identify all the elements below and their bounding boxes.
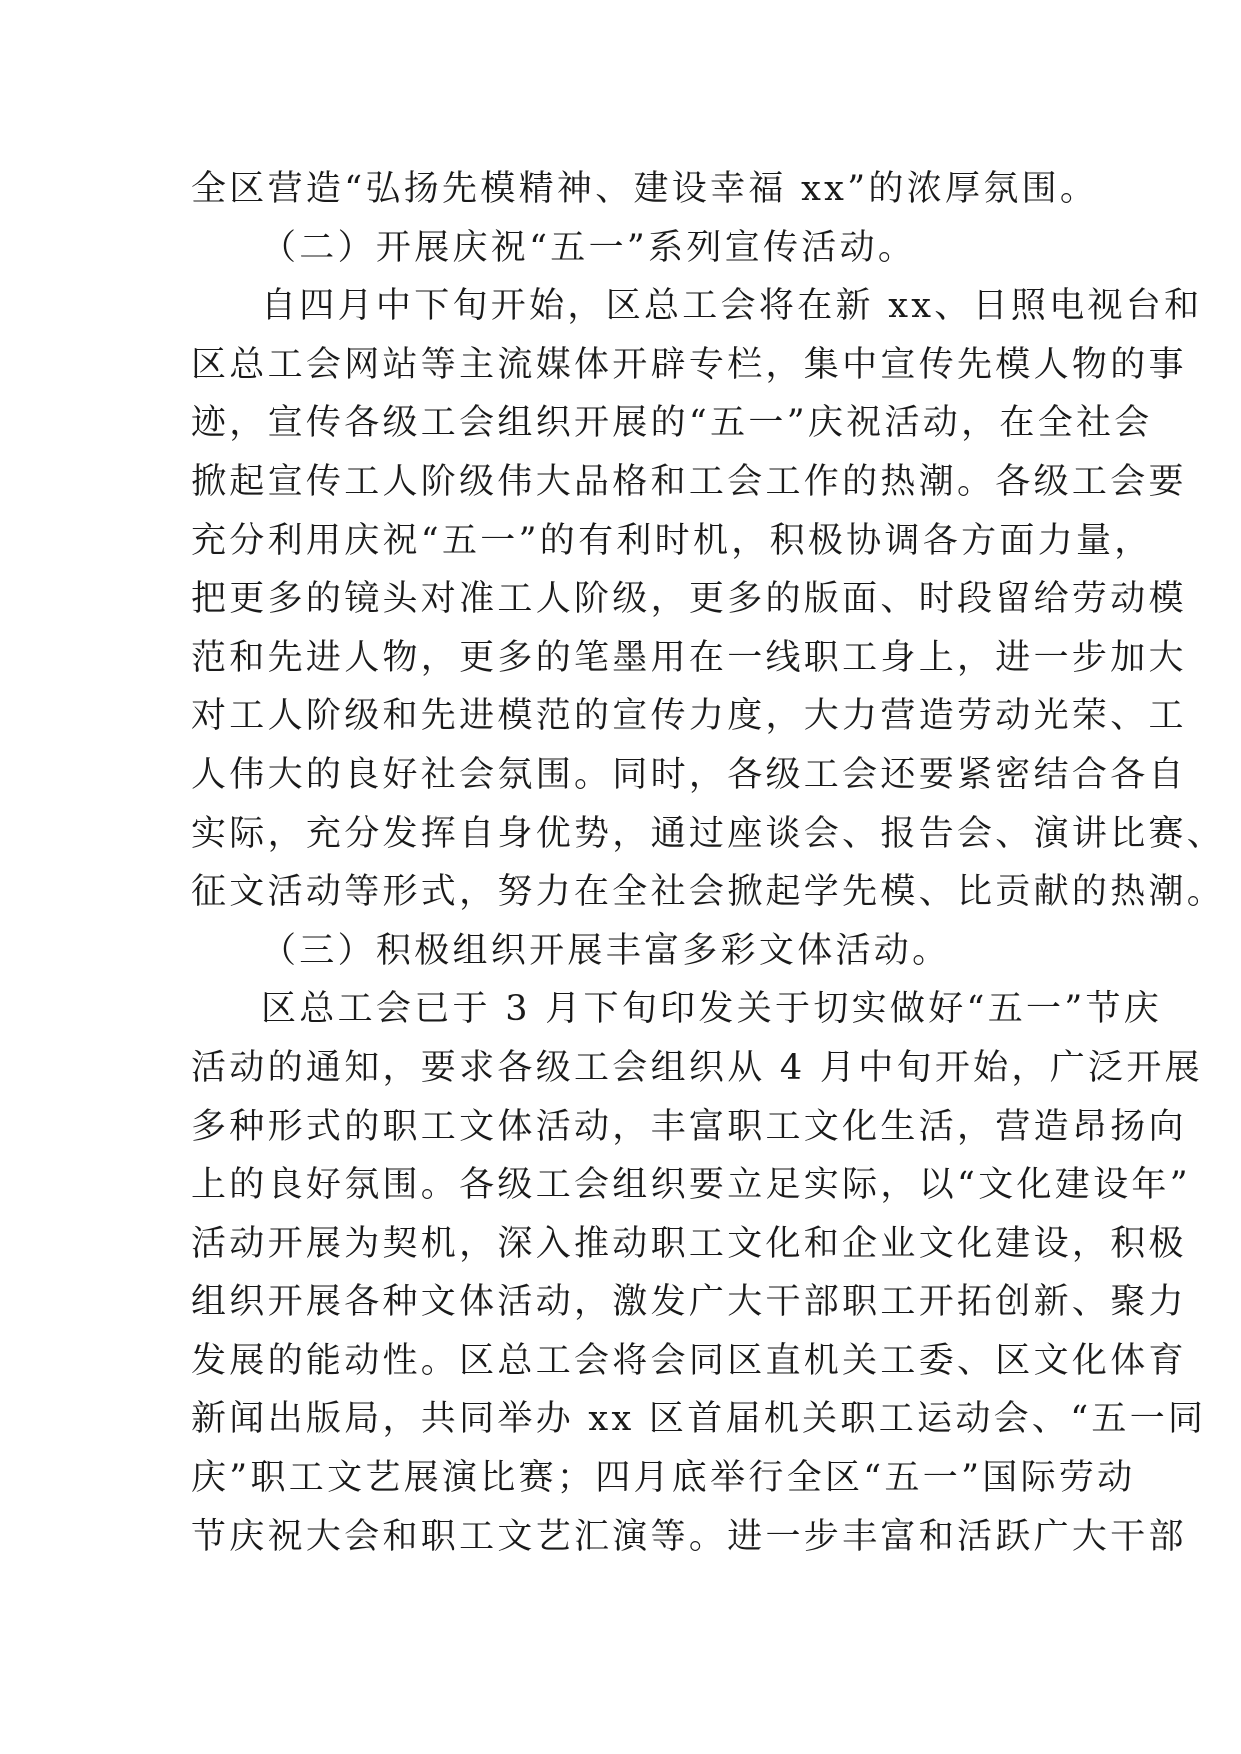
text-line: 活动开展为契机，深入推动职工文化和企业文化建设，积极 [191,1223,1187,1264]
text-line: 迹，宣传各级工会组织开展的“五一”庆祝活动，在全社会 [191,403,1153,444]
text-line: 范和先进人物，更多的笔墨用在一线职工身上，进一步加大 [191,637,1187,678]
text-line: 节庆祝大会和职工文艺汇演等。进一步丰富和活跃广大干部 [191,1516,1187,1557]
text-line: 区总工会已于 3 月下旬印发关于切实做好“五一”节庆 [261,989,1163,1030]
text-line: 把更多的镜头对准工人阶级，更多的版面、时段留给劳动模 [191,579,1187,620]
text-line: 庆”职工文艺展演比赛；四月底举行全区“五一”国际劳动 [191,1458,1136,1499]
section-heading-2: （二）开展庆祝“五一”系列宣传活动。 [261,227,917,268]
text-line: 掀起宣传工人阶级伟大品格和工会工作的热潮。各级工会要 [191,461,1187,502]
text-line: 组织开展各种文体活动，激发广大干部职工开拓创新、聚力 [191,1282,1187,1323]
text-line: 自四月中下旬开始，区总工会将在新 xx、日照电视台和 [261,286,1203,327]
document-body [191,160,1226,1566]
text-line: 征文活动等形式，努力在全社会掀起学先模、比贡献的热潮。 [191,872,1226,913]
text-line: 区总工会网站等主流媒体开辟专栏，集中宣传先模人物的事 [191,344,1187,385]
text-line: 人伟大的良好社会氛围。同时，各级工会还要紧密结合各自 [191,754,1187,795]
text-line: 活动的通知，要求各级工会组织从 4 月中旬开始，广泛开展 [191,1047,1203,1088]
text-line: 全区营造“弘扬先模精神、建设幸福 xx”的浓厚氛围。 [191,169,1099,209]
text-line: 充分利用庆祝“五一”的有利时机，积极协调各方面力量， [191,520,1153,561]
section-heading-3: （三）积极组织开展丰富多彩文体活动。 [261,930,951,971]
text-line: 上的良好氛围。各级工会组织要立足实际，以“文化建设年” [191,1165,1191,1206]
text-line: 多种形式的职工文体活动，丰富职工文化生活，营造昂扬向 [191,1106,1187,1147]
text-line: 发展的能动性。区总工会将会同区直机关工委、区文化体育 [191,1340,1187,1381]
text-line: 实际，充分发挥自身优势，通过座谈会、报告会、演讲比赛、 [191,813,1226,854]
text-line: 新闻出版局，共同举办 xx 区首届机关职工运动会、“五一同 [191,1399,1207,1440]
text-line: 对工人阶级和先进模范的宣传力度，大力营造劳动光荣、工 [191,696,1187,737]
